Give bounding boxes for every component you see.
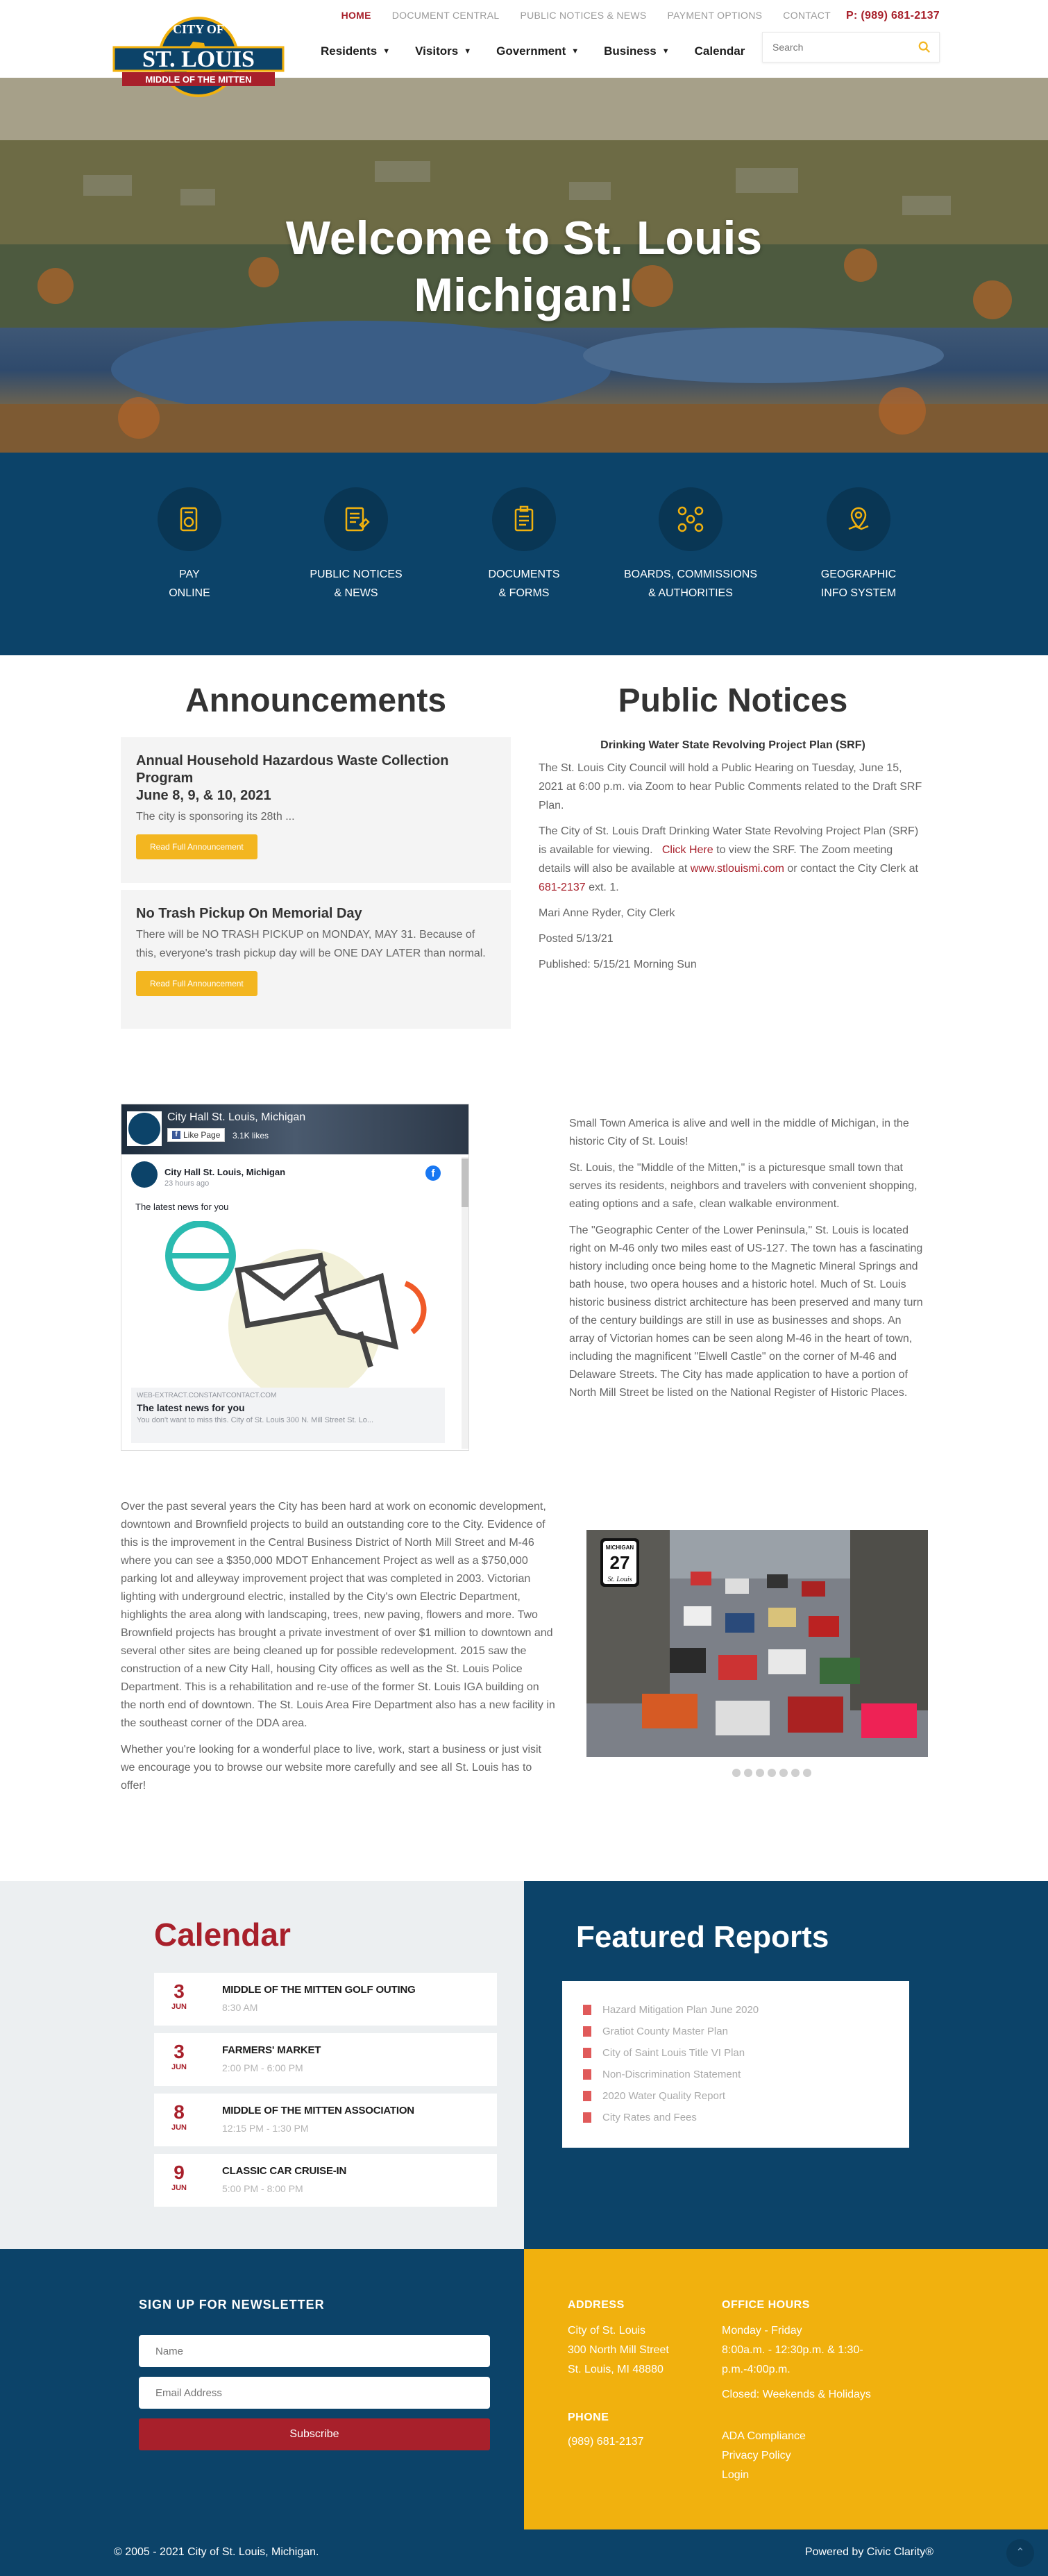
route-sign-town: St. Louis: [607, 1576, 632, 1583]
menu-residents[interactable]: [321, 44, 390, 58]
slide-dot[interactable]: [768, 1769, 776, 1777]
event-time: 2:00 PM - 6:00 PM: [222, 2062, 303, 2073]
documents-icon: [492, 487, 556, 551]
event-month: JUN: [171, 2123, 187, 2132]
pay-icon: [158, 487, 221, 551]
menu-label: Visitors: [415, 44, 459, 58]
menu-visitors[interactable]: [415, 44, 471, 58]
event-date: [154, 1973, 204, 2026]
read-announcement-button[interactable]: Read Full Announcement: [136, 971, 257, 996]
report-label: Hazard Mitigation Plan June 2020: [602, 2004, 759, 2016]
report-label: Non-Discrimination Statement: [602, 2069, 741, 2080]
chevron-down-icon: ▼: [382, 47, 391, 56]
about-section-left: [121, 1498, 557, 1803]
event-day: 3: [174, 2041, 185, 2062]
link-preview[interactable]: [131, 1388, 445, 1443]
logo-name-text: ST. LOUIS: [142, 47, 255, 72]
menu-calendar[interactable]: [695, 44, 745, 58]
quick-link-line1: DOCUMENTS: [488, 569, 560, 580]
report-link[interactable]: [583, 2042, 888, 2064]
notice-text: The City of St. Louis Draft Drinking Water State Revolving Project Plan (SRF) is available for viewing.: [539, 825, 919, 856]
quick-link-documents[interactable]: [441, 487, 607, 603]
calendar-event[interactable]: [154, 2033, 497, 2086]
announcements-title: Announcements: [185, 682, 447, 719]
facebook-icon[interactable]: f: [425, 1165, 441, 1181]
announcement-card: [121, 890, 511, 1029]
calendar-event[interactable]: [154, 1973, 497, 2026]
event-date: [154, 2154, 204, 2207]
widget-scrollbar[interactable]: [462, 1157, 468, 1449]
event-title: MIDDLE OF THE MITTEN ASSOCIATION: [222, 2105, 414, 2116]
event-day: 3: [174, 1980, 185, 2002]
facebook-widget: [121, 1104, 469, 1451]
privacy-policy-link[interactable]: Privacy Policy: [722, 2450, 791, 2461]
newsletter-name-input[interactable]: [139, 2335, 490, 2367]
facebook-likes-count: 3.1K likes: [233, 1131, 269, 1140]
announcement-card: [121, 737, 511, 883]
top-menu-public-notices[interactable]: PUBLIC NOTICES & NEWS: [520, 10, 647, 21]
menu-label: Business: [604, 44, 657, 58]
address-line: St. Louis, MI 48880: [568, 2364, 664, 2375]
notice-clerk: Mari Anne Ryder, City Clerk: [539, 907, 675, 919]
event-month: JUN: [171, 2184, 187, 2192]
about-section-right: [569, 1115, 927, 1411]
about-paragraph: Over the past several years the City has been hard at work on economic development, downtown and Brownfield projects to build an outstanding core to the City. Evidence of this is the improvement in the Central Business District of North Mill Street and M-46 where you can see a $350,000 MDOT Enhancement Project as well as a $750,000 parking lot and alleyway improvement project that was completed in 2003. Victorian lighting with underground electric, installed by the City's own Electric Department, highlights the area along with landscaping, trees, new paving, flowers and more. Two Brownfield projects has brought a private investment of over $1 million to downtown and several other sites are being cleaned up for possible redevelopment. 2015 saw the construction of a new City Hall, housing City offices as well as the St. Louis Police Department. This is a rehabilitation and re-use of the former St. Louis IGA building on the north end of downtown. The St. Louis Area Fire Department also has a new facility in the southeast corner of the DDA area.: [121, 1501, 555, 1729]
quick-link-pay-online[interactable]: [106, 487, 273, 603]
report-label: Gratiot County Master Plan: [602, 2026, 728, 2037]
top-menu-home[interactable]: HOME: [341, 10, 371, 21]
logo-ribbon-text: MIDDLE OF THE MITTEN: [145, 74, 252, 85]
notice-published: Published: 5/15/21 Morning Sun: [539, 959, 697, 970]
subscribe-button[interactable]: Subscribe: [139, 2418, 490, 2450]
quick-link-line1: BOARDS, COMMISSIONS: [623, 569, 758, 580]
logo-top-text: CITY OF: [173, 22, 224, 36]
featured-reports-title: Featured Reports: [576, 1920, 829, 1954]
event-title: MIDDLE OF THE MITTEN GOLF OUTING: [222, 1984, 416, 1996]
back-to-top-icon[interactable]: ⌃: [1006, 2539, 1034, 2567]
pdf-icon: [583, 2069, 591, 2080]
announcement-subtitle: June 8, 9, & 10, 2021: [136, 788, 271, 803]
quick-link-boards[interactable]: [607, 487, 774, 603]
copyright-bar: [0, 2529, 1048, 2576]
report-label: 2020 Water Quality Report: [602, 2090, 726, 2102]
report-label: City of Saint Louis Title VI Plan: [602, 2047, 745, 2059]
chevron-down-icon: ▼: [571, 47, 580, 56]
quick-links: [0, 453, 1048, 655]
event-title: CLASSIC CAR CRUISE-IN: [222, 2165, 347, 2177]
pdf-icon: [583, 2005, 591, 2015]
announcement-excerpt: The city is sponsoring its 28th ...: [136, 811, 295, 823]
event-day: 9: [174, 2162, 185, 2183]
search-input[interactable]: [763, 33, 908, 62]
facebook-page-avatar: [127, 1111, 162, 1146]
office-hours-title: OFFICE HOURS: [722, 2299, 810, 2311]
announcement-excerpt: There will be NO TRASH PICKUP on MONDAY, MAY 31. Because of this, everyone's trash pickup day will be ONE DAY LATER than normal.: [136, 929, 486, 959]
facebook-like-label: Like Page: [183, 1130, 221, 1140]
event-date: [154, 2033, 204, 2086]
notice-text: ext. 1.: [589, 882, 619, 893]
about-paragraph: St. Louis, the "Middle of the Mitten," is a picturesque small town that serves its residents, neighbors and travelers with convenient shopping, eating options and a safe, clean walkable environment.: [569, 1162, 918, 1210]
route-sign-number: 27: [609, 1552, 630, 1573]
quick-link-line2: & FORMS: [498, 587, 550, 599]
post-text: The latest news for you: [135, 1202, 229, 1212]
hours-line: p.m.-4:00p.m.: [722, 2364, 791, 2375]
event-month: JUN: [171, 2003, 187, 2011]
slide-dot[interactable]: [756, 1769, 764, 1777]
post-time: 23 hours ago: [164, 1179, 210, 1188]
menu-label: Government: [496, 44, 566, 58]
menu-label: Calendar: [694, 44, 745, 58]
slideshow-dots: [732, 1769, 811, 1777]
event-month: JUN: [171, 2063, 187, 2071]
quick-link-line2: INFO SYSTEM: [820, 587, 897, 599]
hero-banner: [0, 78, 1048, 453]
pdf-icon: [583, 2048, 591, 2058]
hours-line: Monday - Friday: [722, 2325, 802, 2337]
event-date: [154, 2094, 204, 2146]
notice-text: to view the SRF. The Zoom meeting details will also be available at: [539, 844, 893, 875]
featured-reports-list: [562, 1981, 909, 2148]
classic-cars-slideshow-image: [586, 1530, 928, 1757]
chevron-down-icon: ▼: [661, 47, 670, 56]
about-paragraph: Small Town America is alive and well in the middle of Michigan, in the historic City of St. Louis!: [569, 1118, 909, 1147]
quick-link-line2: & AUTHORITIES: [648, 587, 733, 599]
event-day: 8: [174, 2101, 185, 2123]
post-author-avatar: [131, 1161, 158, 1188]
report-link[interactable]: [583, 2107, 888, 2128]
link-title: The latest news for you: [137, 1402, 245, 1413]
read-announcement-button[interactable]: Read Full Announcement: [136, 834, 257, 859]
clerk-phone-link[interactable]: 681-2137: [539, 882, 586, 893]
closed-note: Closed: Weekends & Holidays: [722, 2389, 871, 2400]
boards-icon: [659, 487, 722, 551]
calendar-event[interactable]: [154, 2094, 497, 2146]
quick-link-gis[interactable]: [775, 487, 942, 603]
top-menu: [321, 10, 940, 22]
copyright-text: © 2005 - 2021 City of St. Louis, Michigan.: [114, 2546, 319, 2558]
slide-dot[interactable]: [791, 1769, 800, 1777]
slide-dot[interactable]: [803, 1769, 811, 1777]
search-icon[interactable]: [918, 41, 931, 53]
menu-business[interactable]: [604, 44, 669, 58]
top-menu-payment-options[interactable]: PAYMENT OPTIONS: [667, 10, 763, 21]
chevron-down-icon: ▼: [464, 47, 472, 56]
quick-link-public-notices[interactable]: [273, 487, 439, 603]
facebook-like-button[interactable]: [167, 1128, 225, 1142]
top-menu-contact[interactable]: CONTACT: [783, 10, 831, 21]
gis-icon: [827, 487, 890, 551]
pdf-icon: [583, 2026, 591, 2037]
address-line: City of St. Louis: [568, 2325, 646, 2337]
newsletter-title: SIGN UP FOR NEWSLETTER: [139, 2298, 325, 2312]
notice-paragraph: [539, 822, 927, 897]
phone-title: PHONE: [568, 2411, 609, 2423]
hero-title-line2: Michigan!: [414, 269, 634, 321]
click-here-link[interactable]: Click Here: [661, 844, 713, 856]
main-menu: [321, 44, 770, 58]
contact-phone[interactable]: (989) 681-2137: [568, 2436, 644, 2448]
calendar-title: Calendar: [154, 1917, 291, 1953]
login-link[interactable]: Login: [722, 2469, 750, 2481]
announcement-title: Annual Household Hazardous Waste Collection Program: [136, 753, 449, 786]
public-notices-body: [539, 736, 927, 981]
header-phone[interactable]: P: (989) 681-2137: [846, 10, 940, 22]
website-link[interactable]: www.stlouismi.com: [690, 863, 784, 875]
quick-link-line1: GEOGRAPHIC: [820, 569, 897, 580]
event-time: 5:00 PM - 8:00 PM: [222, 2183, 303, 2194]
public-notices-title: Public Notices: [618, 682, 848, 719]
address-title: ADDRESS: [568, 2299, 625, 2311]
report-label: City Rates and Fees: [602, 2112, 697, 2123]
newsletter-email-input[interactable]: [139, 2377, 490, 2409]
newsletter-illustration-image: [131, 1221, 445, 1388]
city-logo[interactable]: [110, 14, 287, 100]
office-hours-block: [722, 2321, 871, 2405]
announcement-title: No Trash Pickup On Memorial Day: [136, 906, 362, 921]
hero-title: [0, 210, 1048, 323]
facebook-icon: f: [172, 1131, 180, 1139]
powered-by-text: Powered by Civic Clarity®: [804, 2546, 933, 2558]
about-paragraph: Whether you're looking for a wonderful place to live, work, start a business or just visit we encourage you to browse our website more carefully and see all St. Louis has to offer!: [121, 1744, 541, 1792]
report-link[interactable]: [583, 2085, 888, 2107]
calendar-event[interactable]: [154, 2154, 497, 2207]
event-time: 12:15 PM - 1:30 PM: [222, 2123, 309, 2134]
search-box: [762, 32, 940, 62]
quick-link-line1: PAY: [179, 569, 200, 580]
route-sign-state: MICHIGAN: [605, 1544, 634, 1551]
ada-compliance-link[interactable]: ADA Compliance: [722, 2430, 806, 2442]
link-domain: WEB-EXTRACT.CONSTANTCONTACT.COM: [137, 1392, 277, 1399]
notice-posted: Posted 5/13/21: [539, 933, 614, 945]
notice-text: or contact the City Clerk at: [787, 863, 918, 875]
event-time: 8:30 AM: [222, 2002, 258, 2013]
pdf-icon: [583, 2091, 591, 2101]
link-description: You don't want to miss this. City of St. Louis 300 N. Mill Street St. Lo...: [137, 1416, 374, 1424]
footer-links: [722, 2427, 806, 2485]
slide-dot[interactable]: [779, 1769, 788, 1777]
menu-government[interactable]: [496, 44, 579, 58]
quick-link-line2: ONLINE: [169, 587, 210, 599]
notices-icon: [324, 487, 388, 551]
hours-line: 8:00a.m. - 12:30p.m. & 1:30-: [722, 2344, 863, 2356]
report-link[interactable]: [583, 2064, 888, 2085]
quick-link-line2: & NEWS: [334, 587, 378, 599]
slide-dot[interactable]: [744, 1769, 752, 1777]
quick-link-line1: PUBLIC NOTICES: [310, 569, 403, 580]
report-link[interactable]: [583, 1999, 888, 2021]
menu-label: Residents: [321, 44, 378, 58]
facebook-cover: [121, 1104, 468, 1154]
pdf-icon: [583, 2112, 591, 2123]
event-title: FARMERS' MARKET: [222, 2044, 321, 2056]
slide-dot[interactable]: [732, 1769, 741, 1777]
facebook-page-name[interactable]: City Hall St. Louis, Michigan: [167, 1111, 306, 1123]
post-author-name[interactable]: City Hall St. Louis, Michigan: [164, 1167, 286, 1177]
notice-paragraph: The St. Louis City Council will hold a Public Hearing on Tuesday, June 15, 2021 at 6:00 p.m. via Zoom to hear Public Comments related to the Draft SRF Plan.: [539, 762, 922, 811]
hero-title-line1: Welcome to St. Louis: [285, 212, 763, 264]
about-paragraph: The "Geographic Center of the Lower Peninsula," St. Louis is located right on M-46 only two miles east of US-127. The town has a fascinating history including once being home to the Magnetic Mineral Springs and bath house, two opera houses and a historic hotel. Much of St. Louis historic business district architecture has been preserved and many turn of the century buildings are still in use as businesses and shops. An array of Victorian homes can be seen along M-46 in the heart of town, including the magnificent "Elwell Castle" on the corner of M-46 and Delaware Streets. The City has made application to have a portion of North Mill Street be listed on the National Register of Historic Places.: [569, 1224, 923, 1399]
address-line: 300 North Mill Street: [568, 2344, 669, 2356]
notice-heading: Drinking Water State Revolving Project Plan (SRF): [600, 739, 865, 751]
report-link[interactable]: [583, 2021, 888, 2042]
top-menu-document-central[interactable]: DOCUMENT CENTRAL: [391, 10, 500, 21]
address-block: [568, 2321, 669, 2380]
